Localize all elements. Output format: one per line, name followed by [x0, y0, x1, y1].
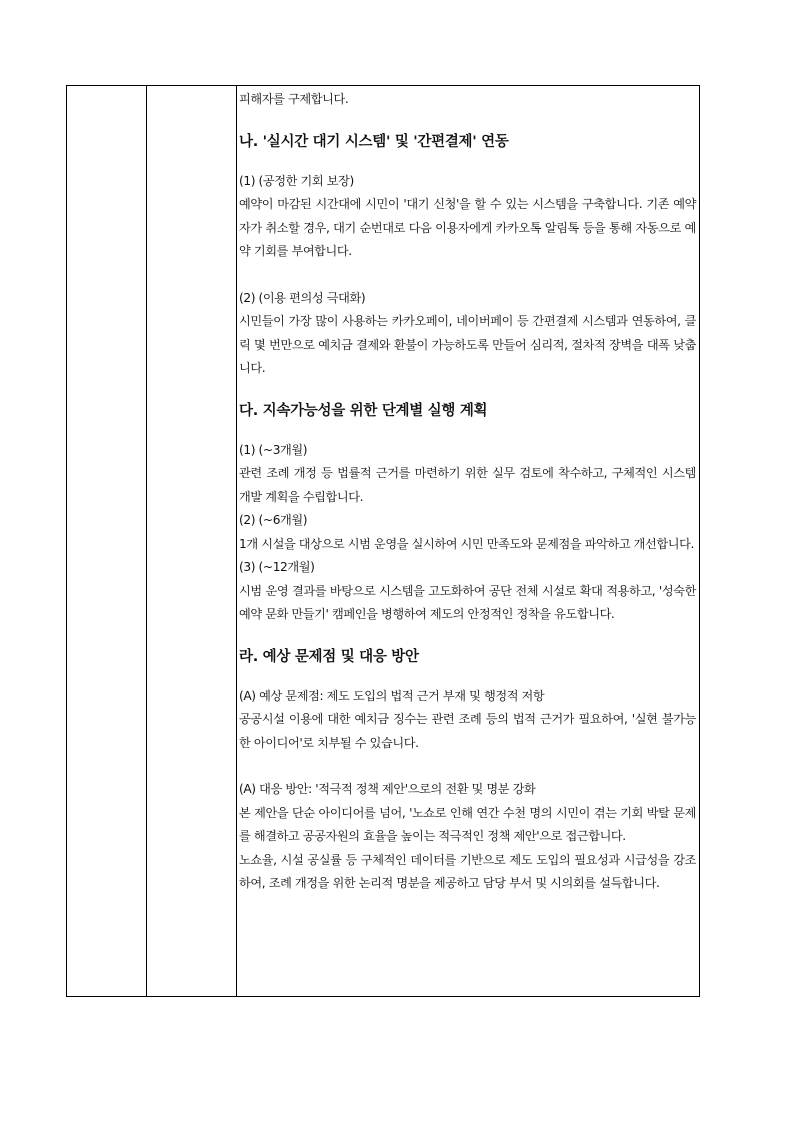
section-ra-problem-body: 공공시설 이용에 대한 예치금 징수는 관련 조례 등의 법적 근거가 필요하여, '실현 불가능한 아이디어'로 치부될 수 있습니다.: [239, 712, 696, 750]
section-da-step3-body: 시범 운영 결과를 바탕으로 시스템을 고도화하여 공단 전체 시설로 확대 적용하고, '성숙한 예약 문화 만들기' 캠페인을 병행하여 제도의 안정적인 정착을 유도합니다.: [239, 583, 696, 621]
section-na-item2-body: 시민들이 가장 많이 사용하는 카카오페이, 네이버페이 등 간편결제 시스템과 연동하여, 클릭 몇 번만으로 예치금 결제와 환불이 가능하도록 만들어 심리적, 절차적 장벽을 대폭 낮춥니다.: [239, 314, 696, 375]
section-da-step1-label: (1) (~3개월): [239, 442, 308, 457]
section-da-step2-label: (2) (~6개월): [239, 513, 308, 527]
section-da-heading: 다. 지속가능성을 위한 단계별 실행 계획: [239, 402, 488, 419]
section-da-step3-label: (3) (~12개월): [239, 560, 315, 574]
section-ra-heading: 라. 예상 문제점 및 대응 방안: [239, 648, 419, 665]
table-content-cell: [237, 86, 699, 996]
section-na-item1-label: (1) (공정한 기회 보장): [239, 173, 354, 188]
section-na-heading: 나. '실시간 대기 시스템' 및 '간편결제' 연동: [239, 133, 509, 150]
section-ra-response-label: (A) 대응 방안: '적극적 정책 제안'으로의 전환 및 명분 강화: [239, 782, 536, 796]
section-ra-problem-label: (A) 예상 문제점: 제도 도입의 법적 근거 부재 및 행정적 저항: [239, 688, 545, 703]
document-table: [66, 85, 700, 997]
section-da-step1-body: 관련 조례 개정 등 법률적 근거를 마련하기 위한 실무 검토에 착수하고, 구체적인 시스템 개발 계획을 수립합니다.: [239, 466, 696, 504]
table-column-left: [67, 86, 147, 996]
section-ra-response-body1: 본 제안을 단순 아이디어를 넘어, '노쇼로 인해 연간 수천 명의 시민이 겪는 기회 박탈 문제를 해결하고 공공자원의 효율을 높이는 적극적인 정책 제안'으로 접근합니다.: [239, 805, 696, 843]
section-na-item2-label: (2) (이용 편의성 극대화): [239, 290, 366, 305]
intro-tail-text: 피해자를 구제합니다.: [239, 92, 349, 106]
section-ra-response-body2: 노쇼율, 시설 공실률 등 구체적인 데이터를 기반으로 제도 도입의 필요성과 시급성을 강조하여, 조례 개정을 위한 논리적 명분을 제공하고 담당 부서 및 시의회를 설득합니다.: [239, 852, 696, 890]
table-column-middle: [147, 86, 237, 996]
section-da-step2-body: 1개 시설을 대상으로 시범 운영을 실시하여 시민 만족도와 문제점을 파악하고 개선합니다.: [239, 536, 695, 551]
section-na-item1-body: 예약이 마감된 시간대에 시민이 '대기 신청'을 할 수 있는 시스템을 구축합니다. 기존 예약자가 취소할 경우, 대기 순번대로 다음 이용자에게 카카오톡 알림톡 등을 통해 자동으로 예약 기회를 부여합니다.: [239, 197, 696, 258]
